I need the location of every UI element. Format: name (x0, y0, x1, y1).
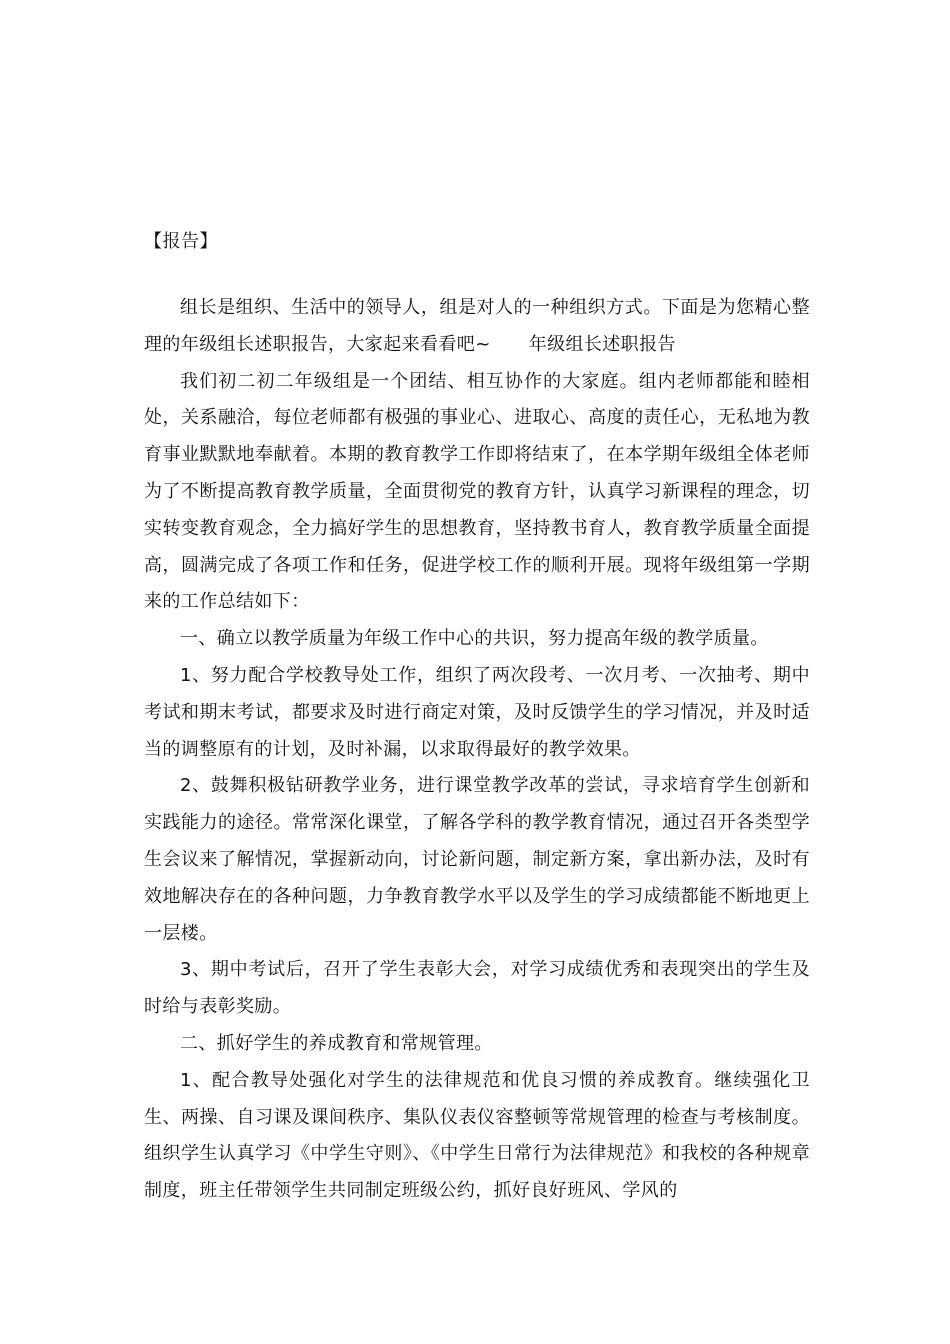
report-title: 年级组长述职报告 (528, 333, 676, 355)
section-one-item-2: 2、鼓舞积极钻研教学业务，进行课堂教学改革的尝试，寻求培育学生创新和实践能力的途径。常常深化课堂，了解各学科的教学教育情况，通过召开各类型学生会议来了解情况，掌握新动向，讨论新问题，制定新方案，拿出新办法，及时有效地解决存在的各种问题，力争教育教学水平以及学生的学习成绩都能不断地更上一层楼。 (144, 775, 810, 944)
section-one-heading: 一、确立以教学质量为年级工作中心的共识，努力提高年级的教学质量。 (180, 628, 769, 650)
section-two-item-1: 1、配合教导处强化对学生的法律规范和优良习惯的养成教育。继续强化卫生、两操、自习课及课间秩序、集队仪表仪容整顿等常规管理的检查与考核制度。组织学生认真学习《中学生守则》、《中学生日常行为法律规范》和我校的各种规章制度，班主任带领学生共同制定班级公约，抓好良好班风、学风的 (144, 1069, 810, 1202)
section-one-item-3: 3、期中考试后，召开了学生表彰大会，对学习成绩优秀和表现突出的学生及时给与表彰奖励。 (144, 959, 810, 1018)
paragraph-overview: 我们初二初二年级组是一个团结、相互协作的大家庭。组内老师都能和睦相处，关系融洽，每位老师都有极强的事业心、进取心、高度的责任心，无私地为教育事业默默地奉献着。本期的教育教学工作即将结束了，在本学期年级组全体老师为了不断提高教育教学质量，全面贯彻党的教育方针，认真学习新课程的理念，切实转变教育观念，全力搞好学生的思想教育，坚持教书育人，教育教学质量全面提高，圆满完成了各项工作和任务，促进学校工作的顺利开展。现将年级组第一学期来的工作总结如下： (144, 370, 810, 613)
section-two-heading: 二、抓好学生的养成教育和常规管理。 (180, 1032, 493, 1054)
intro-text: 组长是组织、生活中的领导人，组是对人的一种组织方式。下面是为您精心整理的年级组长述职报告，大家起来看看吧~ (144, 297, 810, 355)
report-body (144, 290, 810, 1210)
intro-paragraph (144, 290, 810, 364)
section-one-item-1: 1、努力配合学校教导处工作，组织了两次段考、一次月考、一次抽考、期中考试和期末考试，都要求及时进行商定对策，及时反馈学生的学习情况，并及时适当的调整原有的计划，及时补漏，以求取得最好的教学效果。 (144, 664, 810, 760)
report-heading: 【报告】 (144, 231, 218, 252)
